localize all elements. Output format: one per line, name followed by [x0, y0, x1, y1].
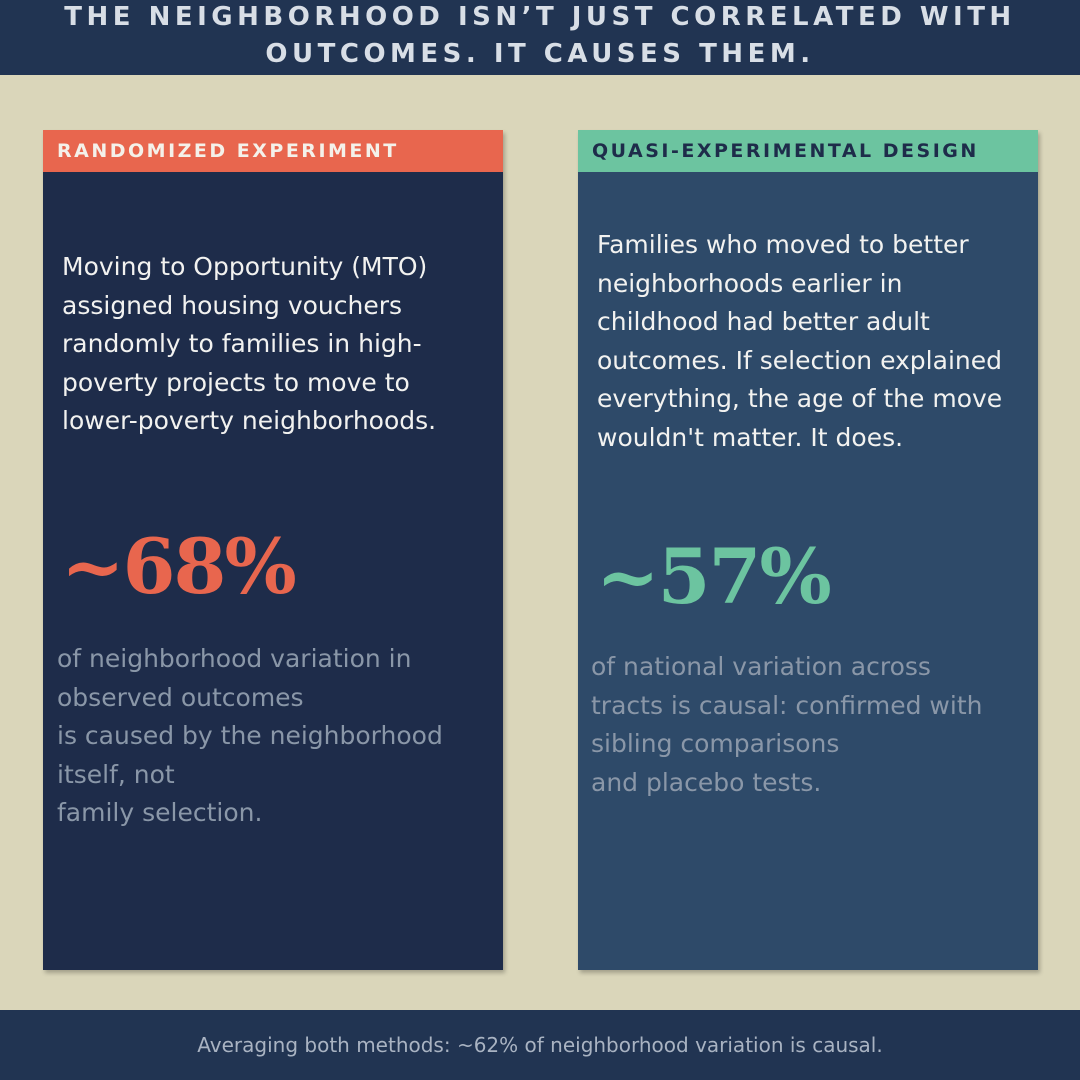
- caption-line: itself, not: [57, 759, 175, 789]
- quasi-experimental-label: QUASI-EXPERIMENTAL DESIGN: [592, 140, 979, 162]
- quasi-experimental-stat: ~57%: [596, 532, 830, 621]
- randomized-experiment-description: Moving to Opportunity (MTO) assigned housing vouchers randomly to families in high-poverty projects to move to lower-poverty neighborhoods.: [62, 252, 437, 435]
- quasi-experimental-stat-caption: [591, 648, 1031, 802]
- caption-line: tracts is causal: confirmed with: [591, 690, 983, 720]
- randomized-experiment-card: [43, 130, 503, 970]
- caption-line: of national variation across: [591, 652, 931, 681]
- caption-line: observed outcomes: [57, 682, 304, 712]
- footer-banner: [0, 1010, 1080, 1080]
- page-title: THE NEIGHBORHOOD ISN’T JUST CORRELATED WITH OUTCOMES. IT CAUSES THEM.: [64, 1, 1016, 69]
- randomized-experiment-label-bar: [43, 130, 503, 172]
- randomized-experiment-stat: ~68%: [61, 522, 295, 611]
- caption-line: of neighborhood variation in: [57, 644, 412, 673]
- footer-summary: Averaging both methods: ~62% of neighborhood variation is causal.: [197, 1033, 883, 1057]
- header-banner: [0, 0, 1080, 75]
- caption-line: and placebo tests.: [591, 767, 822, 797]
- caption-line: sibling comparisons: [591, 729, 840, 758]
- quasi-experimental-description: Families who moved to better neighborhoods earlier in childhood had better adult outcomes. If selection explained everything, the age of the move wouldn't matter. It does.: [597, 230, 1003, 452]
- caption-line: family selection.: [57, 798, 263, 827]
- quasi-experimental-card: [578, 130, 1038, 970]
- quasi-experimental-label-bar: [578, 130, 1038, 172]
- randomized-experiment-label: RANDOMIZED EXPERIMENT: [57, 140, 399, 162]
- caption-line: is caused by the neighborhood: [57, 721, 443, 750]
- randomized-experiment-stat-caption: [57, 640, 487, 833]
